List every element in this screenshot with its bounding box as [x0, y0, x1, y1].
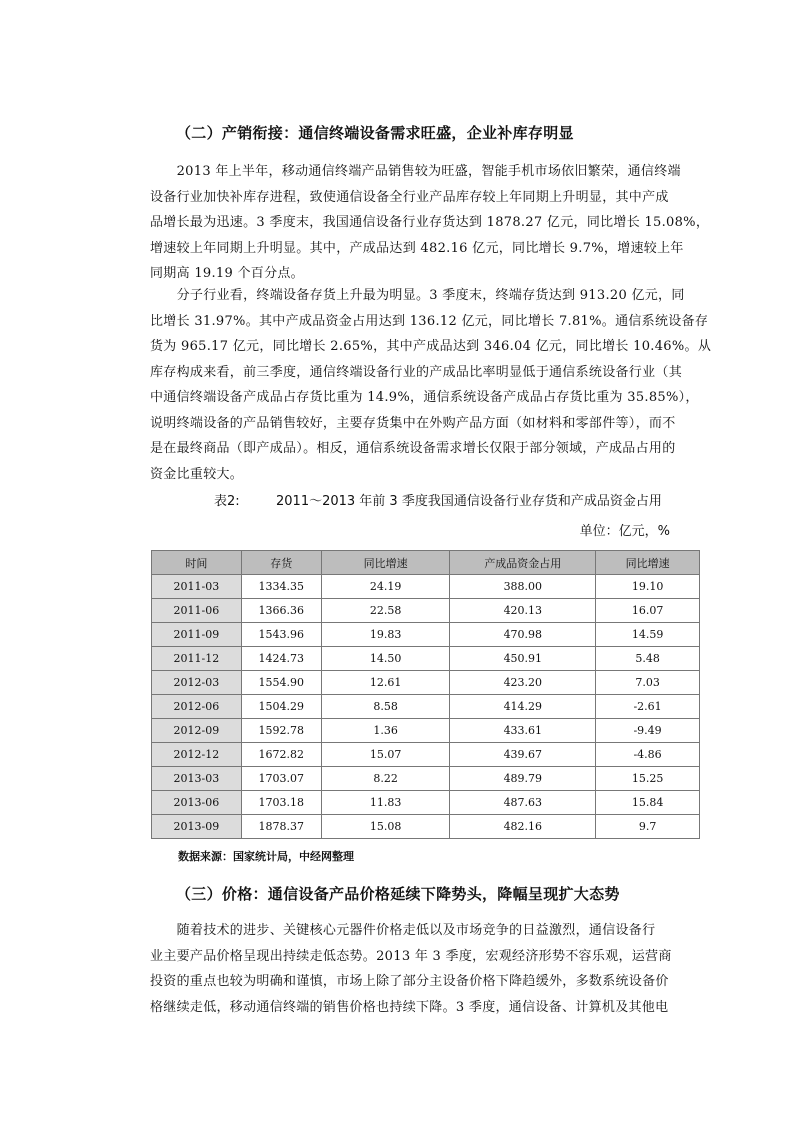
cell-time: 2011-06 — [152, 599, 242, 623]
cell-finished-goods: 414.29 — [450, 695, 596, 719]
text-line: 格继续走低，移动通信终端的销售价格也持续下降。3 季度，通信设备、计算机及其他电 — [150, 999, 669, 1015]
cell-time: 2011-03 — [152, 575, 242, 599]
table-row — [152, 695, 700, 719]
cell-inventory-growth: 11.83 — [321, 791, 450, 815]
text-line: 货为 965.17 亿元，同比增长 2.65%，其中产成品达到 346.04 亿元，同比增长 10.46%。从 — [150, 339, 712, 354]
inventory-table — [151, 550, 700, 839]
cell-inventory-growth: 12.61 — [321, 671, 450, 695]
table-title: 2011～2013 年前 3 季度我国通信设备行业存货和产成品资金占用 — [276, 494, 662, 509]
cell-finished-goods-growth: 14.59 — [596, 623, 700, 647]
section-3-paragraph-1 — [150, 918, 700, 1020]
table-row — [152, 647, 700, 671]
text-line: 投资的重点也较为明确和谨慎，市场上除了部分主设备价格下降趋缓外，多数系统设备价 — [150, 974, 669, 989]
cell-finished-goods-growth: -4.86 — [596, 743, 700, 767]
cell-inventory: 1334.35 — [241, 575, 321, 599]
text-line: 是在最终商品（即产成品）。相反，通信系统设备需求增长仅限于部分领域，产成品占用的 — [150, 441, 676, 456]
text-line: 品增长最为迅速。3 季度末，我国通信设备行业存货达到 1878.27 亿元，同比增长 15.08%， — [150, 215, 710, 230]
text-line: 设备行业加快补库存进程，致使通信设备全行业产品库存较上年同期上升明显，其中产成 — [150, 189, 669, 205]
cell-finished-goods-growth: -2.61 — [596, 695, 700, 719]
table-header-row — [152, 551, 700, 575]
cell-finished-goods-growth: 7.03 — [596, 671, 700, 695]
text-line: 分子行业看，终端设备存货上升最为明显。3 季度末，终端存货达到 913.20 亿元，同 — [150, 288, 685, 303]
table-row — [152, 743, 700, 767]
cell-time: 2012-03 — [152, 671, 242, 695]
cell-finished-goods: 388.00 — [450, 575, 596, 599]
cell-inventory: 1543.96 — [241, 623, 321, 647]
header-cell-finished-goods-growth: 同比增速 — [596, 551, 700, 575]
cell-inventory-growth: 15.08 — [321, 815, 450, 839]
cell-finished-goods: 420.13 — [450, 599, 596, 623]
cell-finished-goods: 450.91 — [450, 647, 596, 671]
table-row — [152, 719, 700, 743]
header-cell-time: 时间 — [152, 551, 242, 575]
cell-finished-goods: 470.98 — [450, 623, 596, 647]
cell-inventory-growth: 14.50 — [321, 647, 450, 671]
cell-finished-goods-growth: 5.48 — [596, 647, 700, 671]
cell-inventory-growth: 15.07 — [321, 743, 450, 767]
cell-time: 2013-03 — [152, 767, 242, 791]
cell-inventory-growth: 8.58 — [321, 695, 450, 719]
cell-finished-goods: 439.67 — [450, 743, 596, 767]
text-line: 同期高 19.19 个百分点。 — [150, 266, 304, 281]
cell-time: 2011-09 — [152, 623, 242, 647]
cell-finished-goods: 423.20 — [450, 671, 596, 695]
cell-finished-goods: 489.79 — [450, 767, 596, 791]
cell-time: 2013-06 — [152, 791, 242, 815]
cell-inventory: 1504.29 — [241, 695, 321, 719]
section-2-heading: （二）产销衔接：通信终端设备需求旺盛，企业补库存明显 — [176, 124, 574, 142]
cell-finished-goods-growth: -9.49 — [596, 719, 700, 743]
section-3-heading: （三）价格：通信设备产品价格延续下降势头，降幅呈现扩大态势 — [176, 885, 620, 903]
cell-finished-goods-growth: 16.07 — [596, 599, 700, 623]
text-line: 增速较上年同期上升明显。其中，产成品达到 482.16 亿元，同比增长 9.7%，增速较上年 — [150, 240, 684, 256]
section-2-paragraph-1 — [150, 159, 710, 287]
cell-time: 2011-12 — [152, 647, 242, 671]
text-line: 随着技术的进步、关键核心元器件价格走低以及市场竞争的日益激烈，通信设备行 — [150, 923, 656, 938]
cell-finished-goods-growth: 19.10 — [596, 575, 700, 599]
text-line: 库存构成来看，前三季度，通信终端设备行业的产成品比率明显低于通信系统设备行业（其 — [150, 364, 683, 380]
table-source-note: 数据来源：国家统计局，中经网整理 — [178, 850, 354, 863]
cell-inventory: 1366.36 — [241, 599, 321, 623]
cell-inventory-growth: 8.22 — [321, 767, 450, 791]
cell-finished-goods-growth: 9.7 — [596, 815, 700, 839]
table-row — [152, 815, 700, 839]
cell-inventory-growth: 22.58 — [321, 599, 450, 623]
cell-time: 2012-12 — [152, 743, 242, 767]
text-line: 资金比重较大。 — [150, 466, 244, 482]
cell-time: 2013-09 — [152, 815, 242, 839]
cell-inventory: 1592.78 — [241, 719, 321, 743]
section-2-paragraph-2 — [150, 283, 712, 487]
cell-inventory-growth: 1.36 — [321, 719, 450, 743]
text-line: 业主要产品价格呈现出持续走低态势。2013 年 3 季度，宏观经济形势不容乐观，运营商 — [150, 948, 672, 964]
cell-inventory: 1554.90 — [241, 671, 321, 695]
cell-finished-goods: 487.63 — [450, 791, 596, 815]
cell-finished-goods: 482.16 — [450, 815, 596, 839]
text-line: 说明终端设备的产品销售较好，主要存货集中在外购产品方面（如材料和零部件等），而不 — [150, 415, 676, 431]
table-row — [152, 599, 700, 623]
text-line: 2013 年上半年，移动通信终端产品销售较为旺盛，智能手机市场依旧繁荣，通信终端 — [150, 164, 681, 179]
cell-inventory-growth: 24.19 — [321, 575, 450, 599]
cell-inventory: 1878.37 — [241, 815, 321, 839]
cell-finished-goods: 433.61 — [450, 719, 596, 743]
cell-inventory: 1703.07 — [241, 767, 321, 791]
text-line: 中通信终端设备产成品占存货比重为 14.9%，通信系统设备产成品占存货比重为 35.85%）， — [150, 390, 699, 405]
cell-inventory: 1672.82 — [241, 743, 321, 767]
table-label: 表2: — [214, 494, 240, 509]
header-cell-finished-goods: 产成品资金占用 — [450, 551, 596, 575]
cell-inventory-growth: 19.83 — [321, 623, 450, 647]
table-unit: 单位：亿元，% — [579, 524, 670, 539]
cell-finished-goods-growth: 15.25 — [596, 767, 700, 791]
cell-finished-goods-growth: 15.84 — [596, 791, 700, 815]
table-row — [152, 623, 700, 647]
cell-time: 2012-06 — [152, 695, 242, 719]
cell-time: 2012-09 — [152, 719, 242, 743]
text-line: 比增长 31.97%。其中产成品资金占用达到 136.12 亿元，同比增长 7.81%。通信系统设备存 — [150, 313, 709, 329]
table-row — [152, 767, 700, 791]
header-cell-inventory: 存货 — [241, 551, 321, 575]
table-row — [152, 575, 700, 599]
cell-inventory: 1703.18 — [241, 791, 321, 815]
table-row — [152, 671, 700, 695]
table-caption — [0, 490, 794, 510]
cell-inventory: 1424.73 — [241, 647, 321, 671]
table-row — [152, 791, 700, 815]
header-cell-inventory-growth: 同比增速 — [321, 551, 450, 575]
